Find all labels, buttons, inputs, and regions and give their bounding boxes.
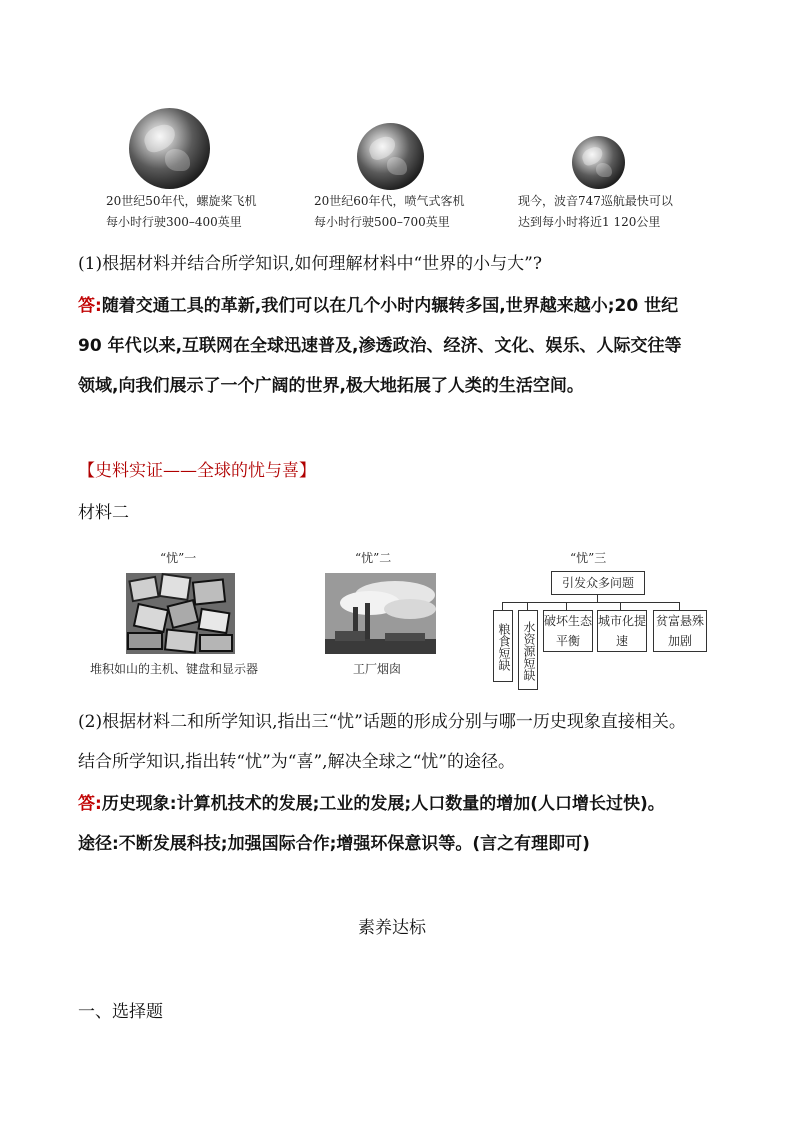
diagram-box-water: 水资源短缺 [518, 610, 538, 690]
diagram-connector-5 [679, 602, 680, 610]
globe-caption-1950s: 20世纪50年代，螺旋桨飞机 每小时行驶300–400英里 [106, 194, 257, 229]
globe-caption-today: 现今，波音747巡航最快可以 达到每小时将近1 120公里 [518, 194, 673, 229]
globe-caption-1960s: 20世纪60年代，喷气式客机 每小时行驶500–700英里 [314, 194, 465, 229]
computer-pile-photo [126, 573, 235, 654]
figure-1-title: “忧”一 [160, 551, 197, 565]
diagram-box-ecology: 破坏生态平衡 [543, 610, 593, 652]
question-2: (2)根据材料二和所学知识,指出三“忧”话题的形成分别与哪一历史现象直接相关。 结合所学知识,指出转“忧”为“喜”,解决全球之“忧”的途径。 [78, 712, 686, 772]
figure-1-caption: 堆积如山的主机、键盘和显示器 [90, 662, 259, 676]
diagram-connector-horizontal [502, 602, 679, 603]
section-heading: 【史料实证——全球的忧与喜】 [78, 461, 316, 481]
diagram-connector-vertical [597, 594, 598, 602]
globe-image-today [572, 136, 625, 189]
diagram-connector-4 [620, 602, 621, 610]
material-2-label: 材料二 [78, 503, 129, 523]
diagram-connector-1 [502, 602, 503, 610]
globe-image-1960s [357, 123, 424, 190]
answer-1: 答:随着交通工具的革新,我们可以在几个小时内辗转多国,世界越来越小;20 世纪 90 年代以来,互联网在全球迅速普及,渗透政治、经济、文化、娱乐、人际交往等 领域,向我们展示了一个广阔的世界,极大地拓展了人类的生活空间。 [78, 296, 682, 396]
diagram-connector-3 [566, 602, 567, 610]
globe-image-1950s [129, 108, 210, 189]
section-one-heading: 一、选择题 [78, 1002, 163, 1022]
figure-3-title: “忧”三 [570, 551, 607, 565]
answer-2: 答:历史现象:计算机技术的发展;工业的发展;人口数量的增加(人口增长过快)。 途径:不断发展科技;加强国际合作;增强环保意识等。(言之有理即可) [78, 794, 665, 854]
figure-2-title: “忧”二 [355, 551, 392, 565]
answer-label: 答: [78, 296, 102, 316]
diagram-box-food: 粮食短缺 [493, 610, 513, 682]
diagram-root-box: 引发众多问题 [551, 571, 645, 595]
question-1: (1)根据材料并结合所学知识,如何理解材料中“世界的小与大”? [78, 254, 542, 274]
diagram-connector-2 [527, 602, 528, 610]
section-title-suyang: 素养达标 [358, 918, 426, 938]
factory-chimney-photo [325, 573, 436, 654]
diagram-box-urbanization: 城市化提速 [597, 610, 647, 652]
figure-2-caption: 工厂烟囱 [353, 662, 402, 676]
answer-label: 答: [78, 794, 102, 814]
diagram-box-wealth-gap: 贫富悬殊加剧 [653, 610, 707, 652]
